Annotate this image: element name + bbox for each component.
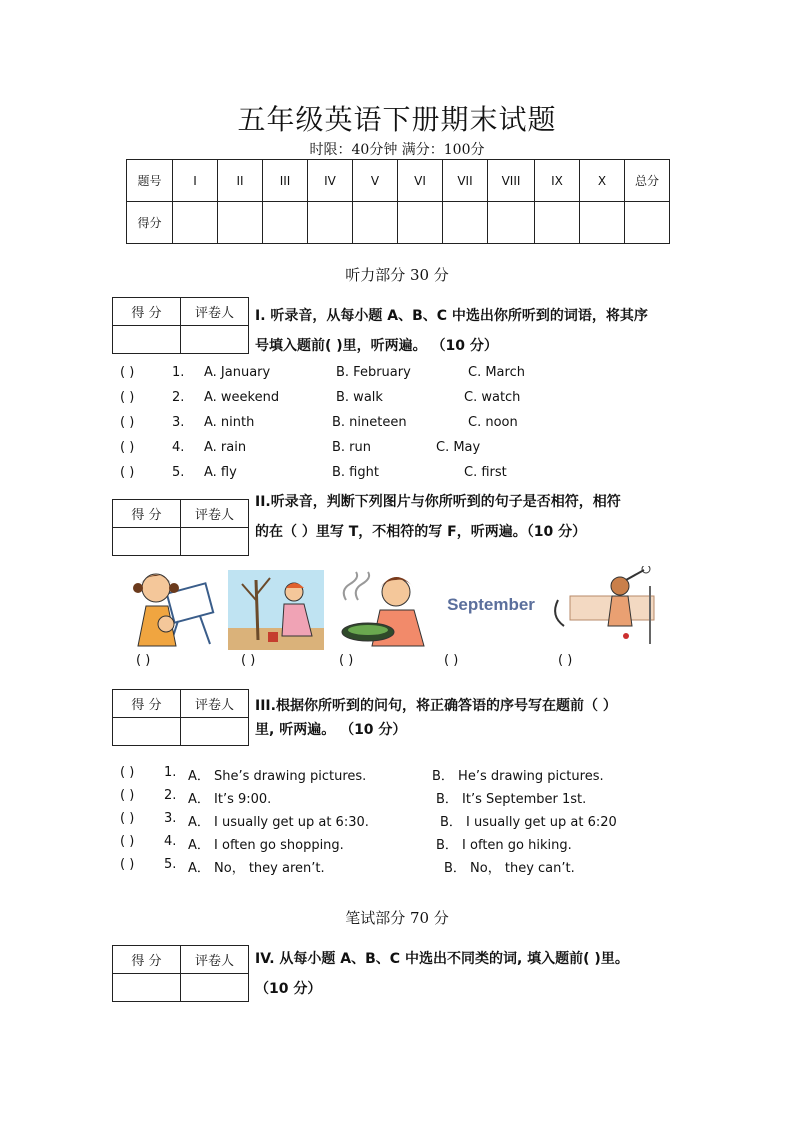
section2-line1: II.听录音，判断下列图片与你所听到的句子是否相符，相符 xyxy=(255,494,621,510)
answer-blank[interactable]: ( ) xyxy=(241,653,256,668)
section2-instructions xyxy=(255,487,680,547)
list-item xyxy=(0,415,794,440)
list-item xyxy=(0,765,794,788)
item-number: 5. xyxy=(172,465,185,480)
score-cell-total[interactable] xyxy=(625,202,670,244)
answer-blank[interactable]: ( ) xyxy=(339,653,354,668)
answer-blank[interactable]: ( ) xyxy=(120,415,135,430)
score-cell[interactable] xyxy=(308,202,353,244)
woman-cooking-picture xyxy=(336,570,432,650)
score-table-col: IX xyxy=(535,160,580,202)
section3-instructions xyxy=(255,694,680,742)
score-cell[interactable] xyxy=(398,202,443,244)
grader-box xyxy=(112,945,249,1002)
answer-blank[interactable]: ( ) xyxy=(120,390,135,405)
september-text: September xyxy=(447,595,535,614)
section1-line1: I. 听录音，从每小题 A、B、C 中选出你所听到的词语，将其序 xyxy=(255,308,648,324)
option-a: A． I usually get up at 6:30. xyxy=(188,815,369,830)
score-table-col: I xyxy=(173,160,218,202)
option-c: C. watch xyxy=(464,390,521,405)
score-table xyxy=(126,159,670,244)
score-cell[interactable] xyxy=(353,202,398,244)
option-c: C. May xyxy=(436,440,481,455)
list-item xyxy=(0,365,794,390)
score-table-score-label: 得分 xyxy=(127,202,173,244)
score-table-col: V xyxy=(353,160,398,202)
option-a: A. rain xyxy=(204,440,247,455)
badminton-picture xyxy=(540,566,656,646)
option-b: B． I often go hiking. xyxy=(436,838,572,853)
list-item xyxy=(0,440,794,465)
option-a: A. weekend xyxy=(204,390,280,405)
grader-score-label: 得 分 xyxy=(113,500,181,528)
grader-score-cell[interactable] xyxy=(113,326,181,354)
item-number: 4. xyxy=(164,834,177,849)
section3-line1: III.根据你所听到的问句，将正确答语的序号写在题前（ ） xyxy=(255,698,617,714)
grader-name-label: 评卷人 xyxy=(181,690,249,718)
answer-blank[interactable]: ( ) xyxy=(558,653,573,668)
grader-score-cell[interactable] xyxy=(113,528,181,556)
section3-line2: 里, 听两遍。 （10 分） xyxy=(255,722,407,738)
grader-score-label: 得 分 xyxy=(113,946,181,974)
grader-name-cell[interactable] xyxy=(181,974,249,1002)
option-b: B． I usually get up at 6:20 xyxy=(440,815,617,830)
option-b: B． It’s September 1st. xyxy=(436,792,587,807)
page-title: 五年级英语下册期末试题 xyxy=(237,103,557,136)
answer-blank[interactable]: ( ) xyxy=(120,788,135,803)
item-number: 3. xyxy=(172,415,185,430)
option-b: B． No， they can’t. xyxy=(444,861,575,876)
score-table-col: III xyxy=(263,160,308,202)
answer-blank[interactable]: ( ) xyxy=(120,365,135,380)
section4-instructions xyxy=(255,944,685,1004)
grader-box xyxy=(112,499,249,556)
score-table-col: IV xyxy=(308,160,353,202)
option-c: C. noon xyxy=(468,415,518,430)
grader-score-cell[interactable] xyxy=(113,718,181,746)
answer-blank[interactable]: ( ) xyxy=(120,811,135,826)
answer-blank[interactable]: ( ) xyxy=(444,653,459,668)
score-cell[interactable] xyxy=(488,202,535,244)
grader-box xyxy=(112,689,249,746)
score-table-col: VIII xyxy=(488,160,535,202)
score-table-score-row xyxy=(127,202,670,244)
grader-name-cell[interactable] xyxy=(181,326,249,354)
score-cell[interactable] xyxy=(173,202,218,244)
answer-blank[interactable]: ( ) xyxy=(120,834,135,849)
score-cell[interactable] xyxy=(580,202,625,244)
september-picture xyxy=(436,566,546,646)
section2-line2: 的在（ ）里写 T，不相符的写 F，听两遍。（10 分） xyxy=(255,524,587,540)
grader-name-cell[interactable] xyxy=(181,718,249,746)
list-item xyxy=(0,390,794,415)
score-table-header-row xyxy=(127,160,670,202)
score-table-col: II xyxy=(218,160,263,202)
writing-heading: 笔试部分 70 分 xyxy=(345,909,449,927)
option-a: A． I often go shopping. xyxy=(188,838,344,853)
option-a: A. ninth xyxy=(204,415,255,430)
option-a: A． She’s drawing pictures. xyxy=(188,769,367,784)
section3-items xyxy=(0,765,794,880)
list-item xyxy=(0,788,794,811)
grader-name-label: 评卷人 xyxy=(181,500,249,528)
option-b: B． He’s drawing pictures. xyxy=(432,769,604,784)
answer-blank[interactable]: ( ) xyxy=(120,465,135,480)
option-a: A. fly xyxy=(204,465,237,480)
option-a: A． It’s 9:00. xyxy=(188,792,272,807)
girl-drawing-picture xyxy=(118,566,218,648)
option-b: B. walk xyxy=(336,390,383,405)
girl-planting-tree-picture xyxy=(228,570,324,650)
option-c: C. March xyxy=(468,365,525,380)
item-number: 5. xyxy=(164,857,177,872)
score-table-col: X xyxy=(580,160,625,202)
listening-heading: 听力部分 30 分 xyxy=(345,266,449,284)
answer-blank[interactable]: ( ) xyxy=(136,653,151,668)
list-item xyxy=(0,857,794,880)
grader-name-cell[interactable] xyxy=(181,528,249,556)
section1-instructions xyxy=(255,301,680,361)
score-table-col: VI xyxy=(398,160,443,202)
score-cell[interactable] xyxy=(218,202,263,244)
score-table-col: VII xyxy=(443,160,488,202)
section1-line2: 号填入题前( )里，听两遍。 （10 分） xyxy=(255,338,498,354)
list-item xyxy=(0,811,794,834)
answer-blank[interactable]: ( ) xyxy=(120,765,135,780)
exam-info: 时限：40分钟 满分：100分 xyxy=(309,142,485,158)
option-b: B. February xyxy=(336,365,411,380)
grader-box xyxy=(112,297,249,354)
answer-blank[interactable]: ( ) xyxy=(120,857,135,872)
score-cell[interactable] xyxy=(443,202,488,244)
option-c: C. first xyxy=(464,465,507,480)
option-b: B. fight xyxy=(332,465,379,480)
option-b: B. nineteen xyxy=(332,415,407,430)
option-a: A． No， they aren’t. xyxy=(188,861,325,876)
score-cell[interactable] xyxy=(535,202,580,244)
item-number: 1. xyxy=(172,365,185,380)
list-item xyxy=(0,834,794,857)
grader-score-cell[interactable] xyxy=(113,974,181,1002)
section4-line2: （10 分） xyxy=(255,981,322,997)
item-number: 4. xyxy=(172,440,185,455)
score-table-total-label: 总分 xyxy=(625,160,670,202)
grader-score-label: 得 分 xyxy=(113,298,181,326)
option-b: B. run xyxy=(332,440,372,455)
item-number: 2. xyxy=(164,788,177,803)
section1-items xyxy=(0,365,794,490)
section2-answer-blanks xyxy=(0,653,794,673)
score-table-header-label: 题号 xyxy=(127,160,173,202)
section4-line1: IV. 从每小题 A、B、C 中选出不同类的词, 填入题前( )里。 xyxy=(255,951,629,967)
item-number: 2. xyxy=(172,390,185,405)
item-number: 1. xyxy=(164,765,177,780)
grader-name-label: 评卷人 xyxy=(181,946,249,974)
grader-score-label: 得 分 xyxy=(113,690,181,718)
option-a: A. January xyxy=(204,365,271,380)
item-number: 3. xyxy=(164,811,177,826)
grader-name-label: 评卷人 xyxy=(181,298,249,326)
answer-blank[interactable]: ( ) xyxy=(120,440,135,455)
score-cell[interactable] xyxy=(263,202,308,244)
